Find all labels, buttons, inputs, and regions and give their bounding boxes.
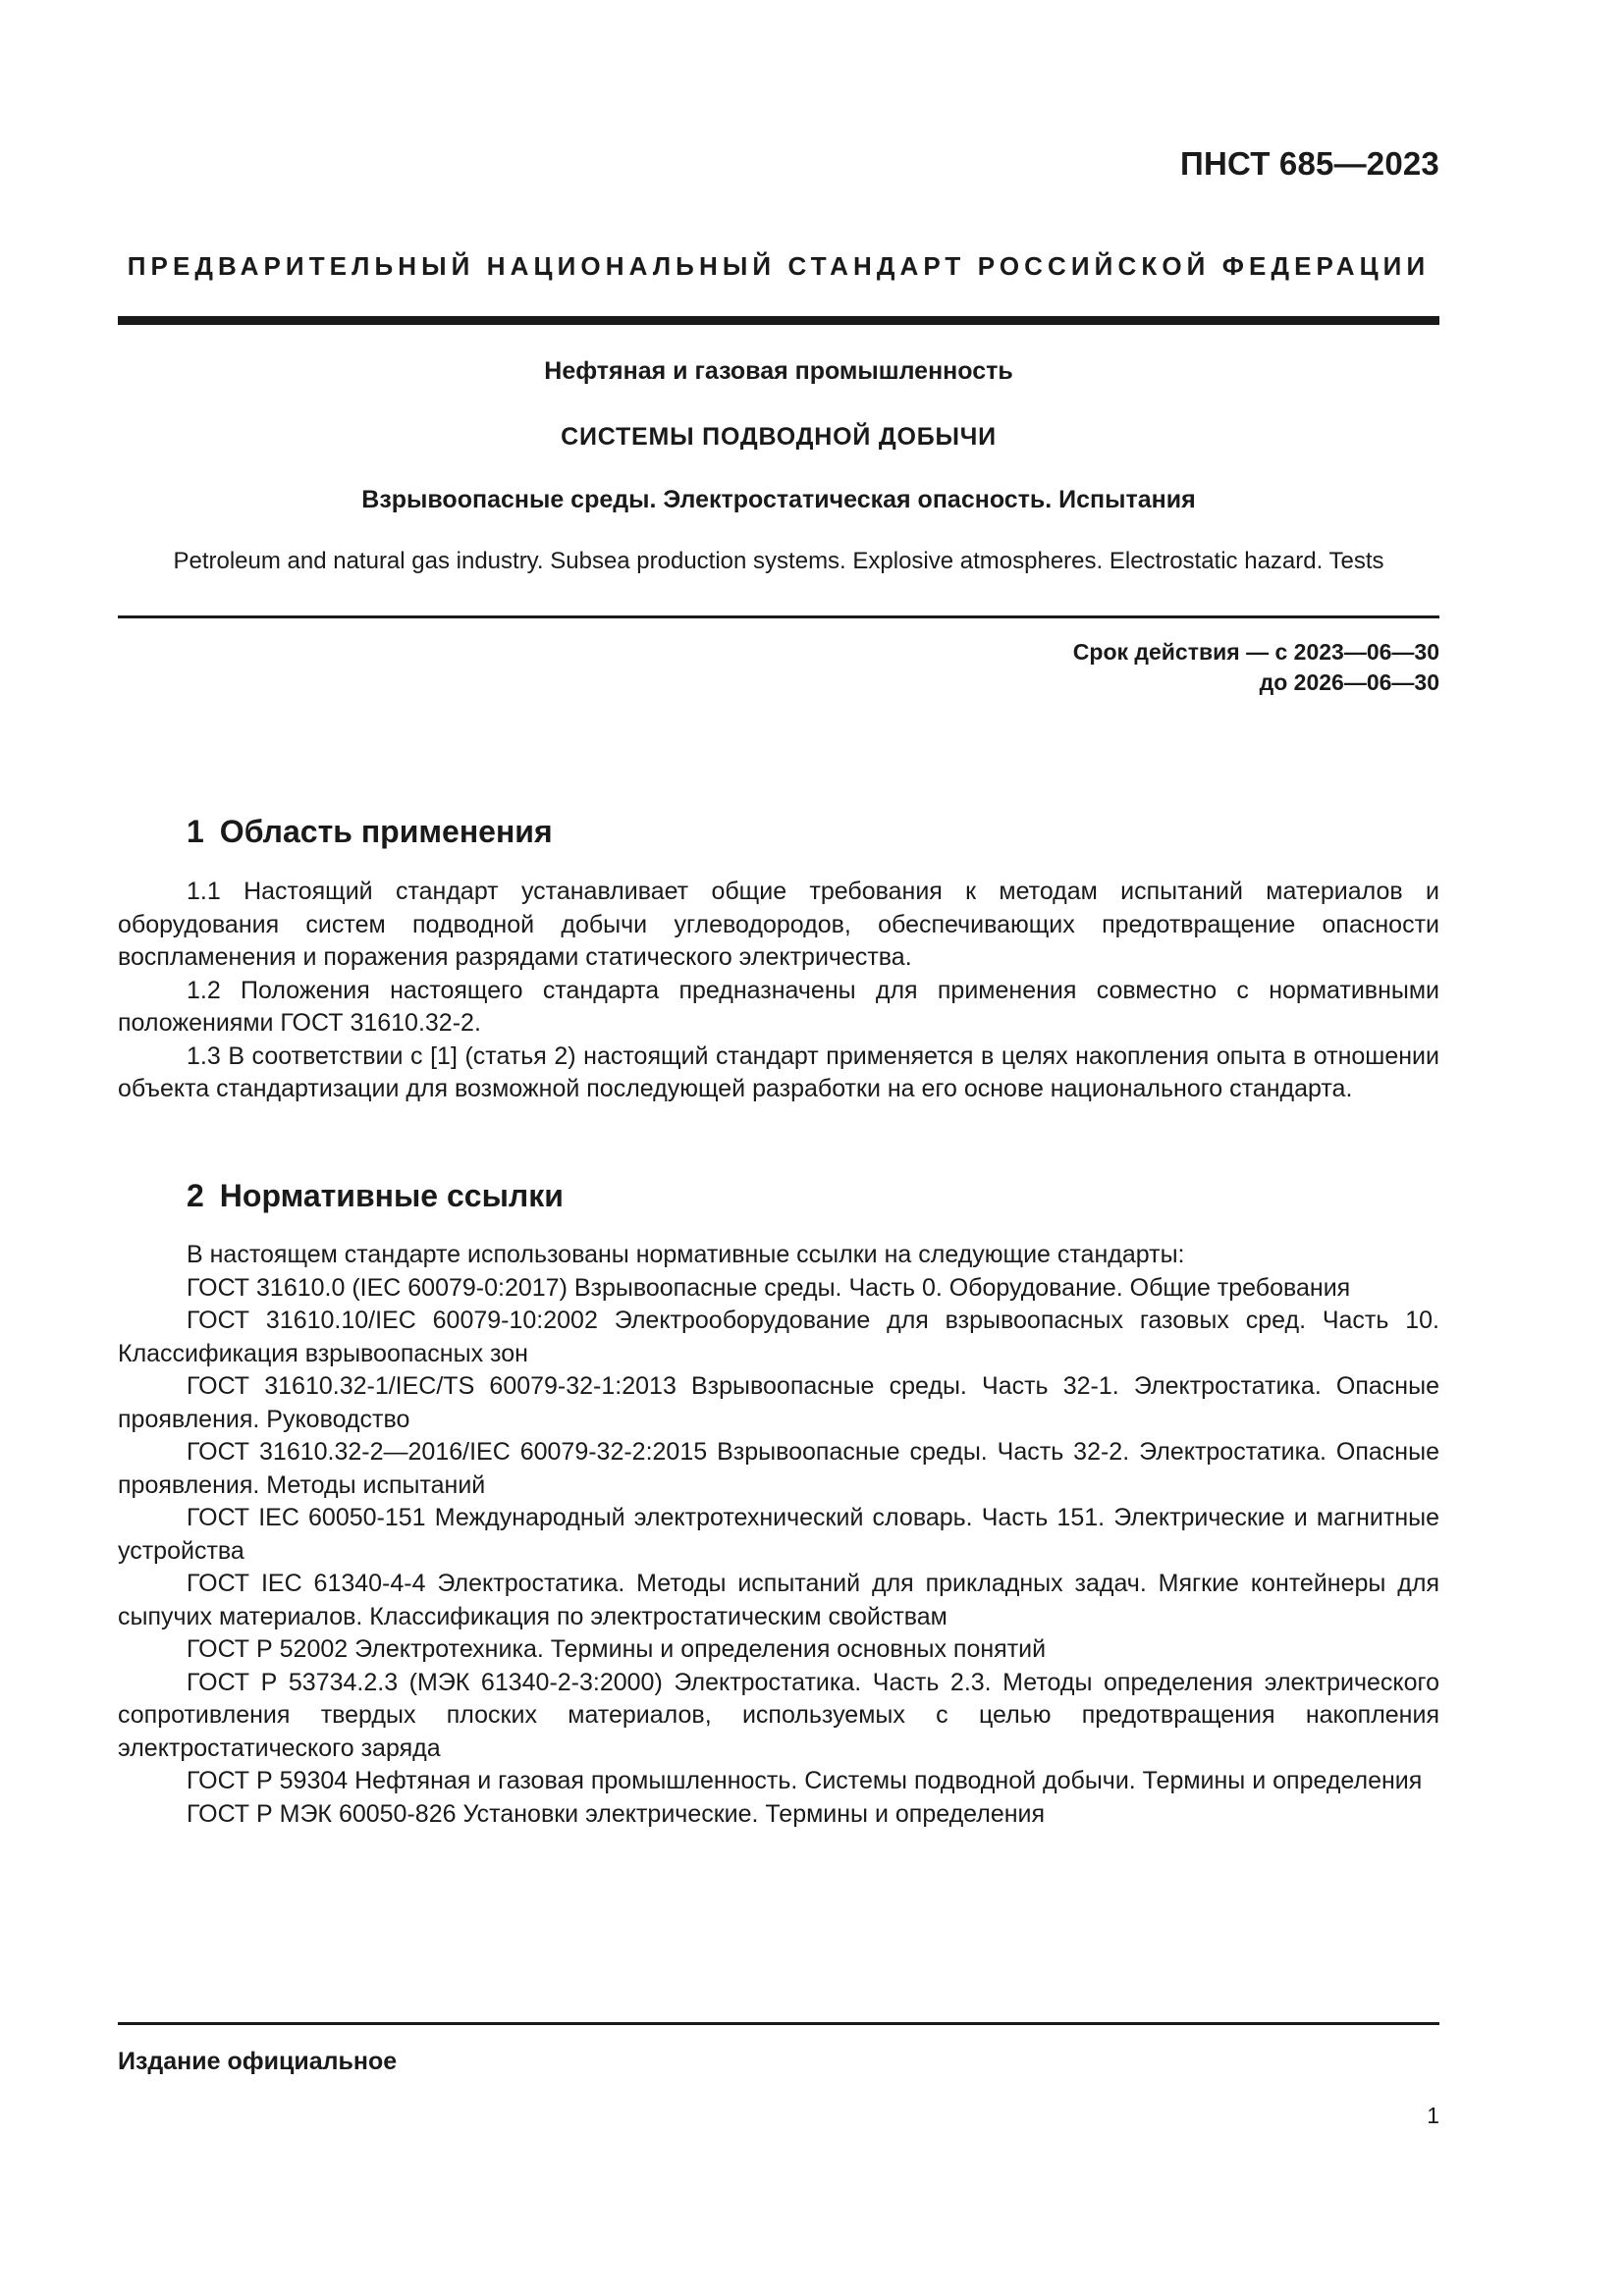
official-edition-label: Издание официальное (118, 2048, 398, 2075)
system-title: СИСТЕМЫ ПОДВОДНОЙ ДОБЫЧИ (561, 423, 997, 451)
reference-entry: ГОСТ IEC 60050-151 Международный электротехнический словарь. Часть 151. Электрические и магнитные устройства (118, 1504, 1439, 1565)
paragraph: 1.1 Настоящий стандарт устанавливает общие требования к методам испытаний материалов и оборудования систем подводной добычи углеводородов, обеспечивающих предотвращение опасности воспламенения и поражения разрядами статического электричества. (118, 878, 1439, 971)
section-title: Нормативные ссылки (219, 1178, 564, 1213)
paragraph: 1.3 В соответствии с [1] (статья 2) настоящий стандарт применяется в целях накопления опыта в отношении объекта стандартизации для возможной последующей разработки на его основе национального стандарта. (118, 1041, 1439, 1102)
reference-entry: ГОСТ 31610.0 (IEC 60079-0:2017) Взрывоопасные среды. Часть 0. Оборудование. Общие требования (187, 1273, 1351, 1302)
reference-entry: ГОСТ Р МЭК 60050-826 Установки электрические. Термины и определения (187, 1799, 1046, 1828)
section-number: 1 (187, 814, 204, 849)
footer-rule (118, 2022, 1439, 2025)
reference-entry: ГОСТ IEC 61340-4-4 Электростатика. Методы испытаний для прикладных задач. Мягкие контейнеры для сыпучих материалов. Классификация по электростатическим свойствам (118, 1570, 1439, 1630)
document-page (118, 0, 1439, 2296)
section-body-normative-references (118, 1239, 1439, 1831)
validity-from: Срок действия — с 2023—06—30 (1072, 639, 1439, 665)
national-standard-title: ПРЕДВАРИТЕЛЬНЫЙ НАЦИОНАЛЬНЫЙ СТАНДАРТ РОССИЙСКОЙ ФЕДЕРАЦИИ (127, 251, 1431, 281)
reference-entry: ГОСТ Р 59304 Нефтяная и газовая промышленность. Системы подводной добычи. Термины и определения (187, 1767, 1423, 1794)
standard-designation: ПНСТ 685—2023 (1180, 145, 1439, 182)
reference-entry: ГОСТ 31610.32-2—2016/IEC 60079-32-2:2015 Взрывоопасные среды. Часть 32-2. Электростатика. Опасные проявления. Методы испытаний (118, 1438, 1439, 1499)
section-title: Область применения (219, 814, 553, 849)
reference-entry: ГОСТ 31610.10/IEC 60079-10:2002 Электрооборудование для взрывоопасных газовых сред. Часть 10. Классификация взрывоопасных зон (118, 1307, 1439, 1367)
validity-to: до 2026—06—30 (1259, 669, 1439, 695)
english-title: Petroleum and natural gas industry. Subsea production systems. Explosive atmospheres. Electrostatic hazard. Tests (173, 548, 1384, 574)
page-number: 1 (1427, 2103, 1439, 2128)
title-thin-rule (118, 615, 1439, 618)
section-number: 2 (187, 1178, 204, 1213)
subject-line: Нефтяная и газовая промышленность (544, 357, 1013, 385)
section-heading-normative-references (187, 1178, 564, 1214)
paragraph: 1.2 Положения настоящего стандарта предназначены для применения совместно с нормативными положениями ГОСТ 31610.32-2. (118, 976, 1439, 1037)
paragraph: В настоящем стандарте использованы нормативные ссылки на следующие стандарты: (187, 1241, 1185, 1268)
validity-period (1073, 637, 1439, 698)
section-heading-scope (187, 814, 553, 850)
section-body-scope (118, 876, 1439, 1106)
reference-entry: ГОСТ Р 52002 Электротехника. Термины и определения основных понятий (187, 1635, 1047, 1663)
document-subtitle: Взрывоопасные среды. Электростатическая опасность. Испытания (361, 486, 1196, 513)
reference-entry: ГОСТ Р 53734.2.3 (МЭК 61340-2-3:2000) Электростатика. Часть 2.3. Методы определения электрического сопротивления твердых плоских материалов, используемых с целью предотвращения накопления электростатического заряда (118, 1668, 1439, 1762)
reference-entry: ГОСТ 31610.32-1/IEC/TS 60079-32-1:2013 Взрывоопасные среды. Часть 32-1. Электростатика. Опасные проявления. Руководство (118, 1372, 1439, 1433)
header-thick-rule (118, 316, 1439, 325)
